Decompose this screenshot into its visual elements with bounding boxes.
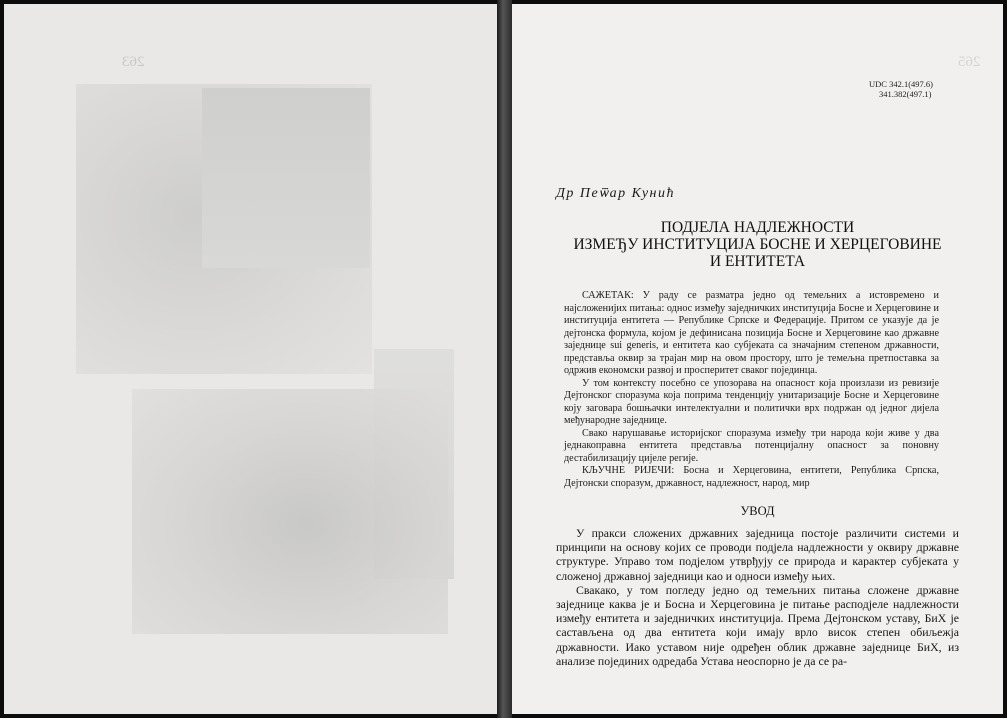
right-page <box>512 4 1003 714</box>
body-paragraph: Свакако, у том погледу једно од темељних питања сложене државне заједнице каква је и Босна и Херцеговина је питање расподјеле надлежности између ентитета и заједничких институција. Према Дејтонском уставу, БиХ је састављена од два ентитета који имају врло висок степен обиљежја државности. Иако уставом није одређен облик државне заједнице БиХ, из анализе појединих одредаба Устава неоспорно је да се ра- <box>556 582 959 668</box>
title-line: ПОДЈЕЛА НАДЛЕЖНОСТИ <box>660 219 855 236</box>
body-text <box>556 526 959 668</box>
abstract-paragraph: САЖЕТАК: У раду се разматра једно од темељних а истовремено и најсложенијих питања: однос између заједничких институција Босне и Херцеговине и институција ентитета — Републике Српске и Федерације. Притом се указује да је дејтонска формула, којом је дефинисана позиција Босне и Херцеговине као државне заједнице sui generis, и ентитета као субјеката са значајним степеном државности, представља оквир за трајан мир на овом простору, што је темељна претпоставка за одржив економски развој и просперитет сваког појединца. <box>564 290 939 376</box>
faded-photo-panel <box>202 88 370 268</box>
abstract-paragraph: У том контексту посебно се упозорава на опасност која произлази из ревизије Дејтонског споразума која поприма тенденцију унитаризације Босне и Херцеговине коју заговара бошњачки интелектуални и политички врх подржан од једног дијела међународне заједнице. <box>564 377 939 426</box>
section-heading: УВОД <box>740 504 775 518</box>
abstract-paragraph: Свако нарушавање историјског споразума између три народа који живе у два једнакоправна ентитета представља потенцијалну опасност за поновну дестабилизацију цијеле регије. <box>564 427 939 464</box>
udc-code <box>869 79 933 99</box>
ghost-page-number: 265 <box>958 54 981 70</box>
left-page <box>4 4 497 714</box>
title-line: И ЕНТИТЕТА <box>709 253 806 270</box>
book-spine <box>497 0 512 718</box>
title-line: ИЗМЕЂУ ИНСТИТУЦИЈА БОСНЕ И ХЕРЦЕГОВИНЕ <box>573 236 942 253</box>
author-name: Др Пеѿар Кунић <box>556 186 675 201</box>
udc-line: UDC 342.1(497.6) <box>869 79 933 89</box>
faded-photo-monument <box>132 389 448 634</box>
keywords: КЉУЧНЕ РИЈЕЧИ: Босна и Херцеговина, ентитети, Република Српска, Дејтонски споразум, државност, надлежност, народ, мир <box>564 465 939 489</box>
ghost-page-number: 263 <box>122 54 145 70</box>
article-title <box>552 219 963 270</box>
abstract <box>564 290 939 490</box>
udc-line: 341.382(497.1) <box>879 89 932 99</box>
body-paragraph: У пракси сложених државних заједница постоје различити системи и принципи на основу којих се проводи подјела надлежности у оквиру државне структуре. Управо том подјелом утврђују се природа и карактер субјеката у сложеној државној заједници као и односи између њих. <box>556 526 959 583</box>
